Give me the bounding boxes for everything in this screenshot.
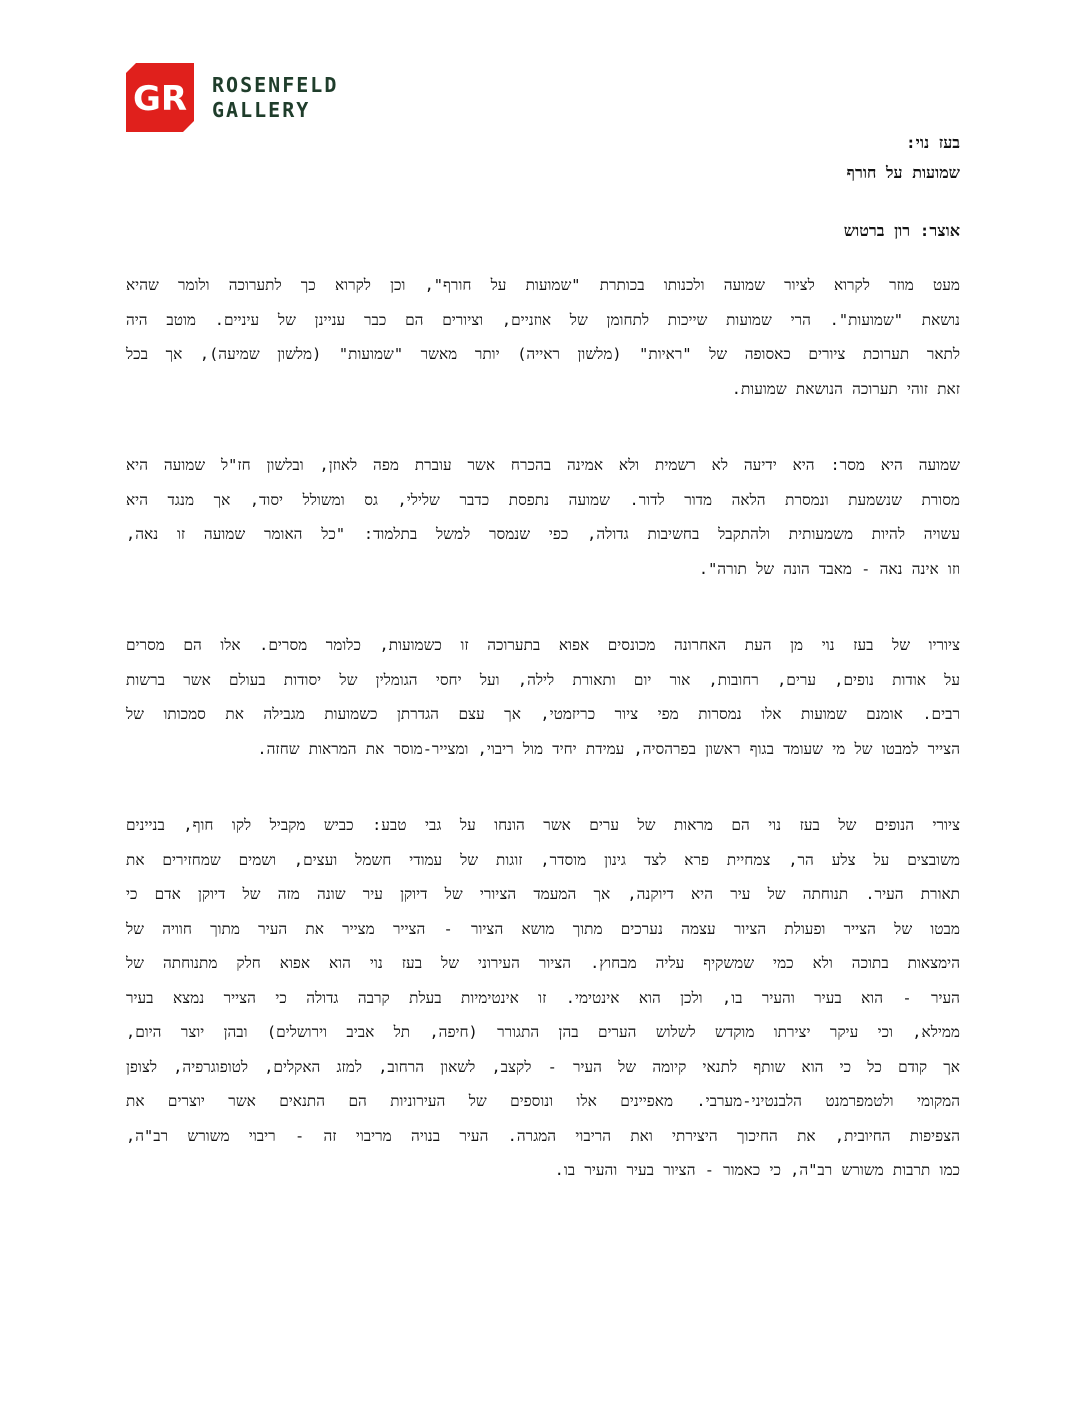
paragraph-line: זאת זוהי תערוכה הנושאת שמועות. [731, 379, 960, 398]
paragraph-1 [126, 268, 960, 406]
exhibition-title: שמועות על חורף [846, 163, 960, 182]
paragraph-line: רבים. אומנם שמועות אלו נמסרות מפי ציור כריזמטי, אך עצם הגדרתן כשמועות מגבילה את סמכותו של [126, 705, 960, 723]
paragraph-line: ממילא, וכי עיקר יצירתו מוקדש לשלוש הערים בהן התגורר (חיפה, תל אביב וירושלים) ובהן יוצר היום, [126, 1023, 960, 1041]
document-header [126, 128, 960, 246]
paragraph-line: הימצאות בתוכה ולא כמי שמשקיף עליה מבחוץ. הציור העירוני של בעז נוי הוא אפוא חלק מתנוחתה של [126, 954, 960, 972]
paragraph-2 [126, 448, 960, 586]
gallery-logo [126, 63, 338, 132]
paragraph-line: עשויה להיות משמעותית ולהתקבל בחשיבות גדולה, כפי שנמסר למשל בתלמוד: "כל האומר שמועה זו נאה, [126, 525, 960, 543]
paragraph-line: נושאת "שמועות". הרי שמועות שייכות לתחומן של אוזניים, וציורים הם כבר עניינן של עיניים. מוטב היה [126, 310, 960, 329]
paragraph-line: ציוריו של בעז נוי מן העת האחרונה מכונסים אפוא בתערוכה זו כשמועות, כלומר מסרים. אלו הם מסרים [126, 636, 960, 654]
logo-line-1: ROSENFELD [212, 72, 339, 97]
paragraph-line: כמו תרבות משורש רב"ה, כי כאמור - הציור בעיר והעיר בו. [554, 1161, 960, 1179]
logo-mark-letters: GR [132, 79, 188, 119]
gallery-logo-wordmark [212, 73, 338, 123]
paragraph-line: תאורת העיר. תנוחתה של עיר היא דיוקנה, אך המעמד הציורי של דיוקן עיר שונה מזה של דיוקן אדם כי [126, 885, 960, 903]
document-body [126, 268, 960, 1230]
paragraph-line: מסורת שנשמעת ונמסרת הלאה מדור לדור. שמועה נתפסת כדבר שלילי, גס ומשולל יסוד, אך מנגד היא [126, 490, 960, 509]
paragraph-line: משובצים על צלע הר, צמחיית פרא לצד גינון מוסדר, זוגות של עמודי חשמל ועצים, ושמים שמחזירים את [126, 850, 960, 869]
paragraph-line: שמועה היא מסר: היא ידיעה לא רשמית ולא אמינה בהכרח אשר עוברת מפה לאוזן, ובלשון חז"ל שמועה היא [126, 456, 960, 474]
paragraph-4 [126, 808, 960, 1188]
paragraph-line: המקומי ולטמפרמנט הלבנטיני-מערבי. מאפיינים אלו ונוספים של העירוניות הם התנאים אשר יוצרים את [126, 1092, 960, 1110]
paragraph-3 [126, 628, 960, 766]
paragraph-line: לתאר תערוכת ציורים כאסופה של "ראיות" (מלשון ראייה) יותר מאשר "שמועות" (מלשון שמיעה), אך בכל [126, 345, 960, 363]
paragraph-line: מבטו של הצייר ופעולת הציור עצמה נערכים מתוך מושא הציור - הצייר מצייר את העיר מתוך חוויה של [126, 919, 960, 938]
paragraph-line: העיר - הוא בעיר והעיר בו, ולכן הוא אינטימי. זו אינטימיות בעלת קרבה גדולה כי הצייר נמצא בעיר [126, 988, 960, 1007]
curator-line: אוצר: רון ברטוש [843, 221, 960, 240]
paragraph-line: מעט מוזר לקרוא לציור שמועה ולכנותו בכותרת "שמועות על חורף", וכן לקרוא כך לתערוכה ולומר שהיא [126, 276, 960, 294]
paragraph-line: אך קודם כל כי הוא שותף לתנאי קיומה של העיר - לקצב, לשאון הרחוב, למזג האקלים, לטופוגרפיה, לצופן [126, 1057, 960, 1076]
paragraph-line: הצפיפות החיובית, את החיכוך היצירתי ואת הריבוי המגרה. העיר בנויה מריבוי זה - ריבוי משורש רב"ה, [126, 1126, 960, 1145]
paragraph-line: וזו אינה נאה - מאבד הונה של תורה". [698, 559, 960, 578]
gallery-logo-mark-icon [126, 63, 194, 132]
paragraph-line: על אודות נופים, ערים, רחובות, אור יום ותאורת לילה, ועל יחסי הגומלין של יסודות בעולם אשר ברשות [126, 670, 960, 689]
logo-line-2: GALLERY [212, 97, 311, 122]
paragraph-line: ציורי הנופים של בעז נוי הם מראות של ערים אשר הונחו על גבי טבע: כביש מקביל לקו חוף, בניינים [126, 816, 960, 834]
paragraph-line: הצייר למבטו של מי שעומד בגוף ראשון בפרהסיה, עמידת יחיד מול ריבוי, ומצייר-מוסר את המראות שחזה. [257, 739, 960, 758]
artist-name: בעז נוי: [906, 133, 960, 152]
